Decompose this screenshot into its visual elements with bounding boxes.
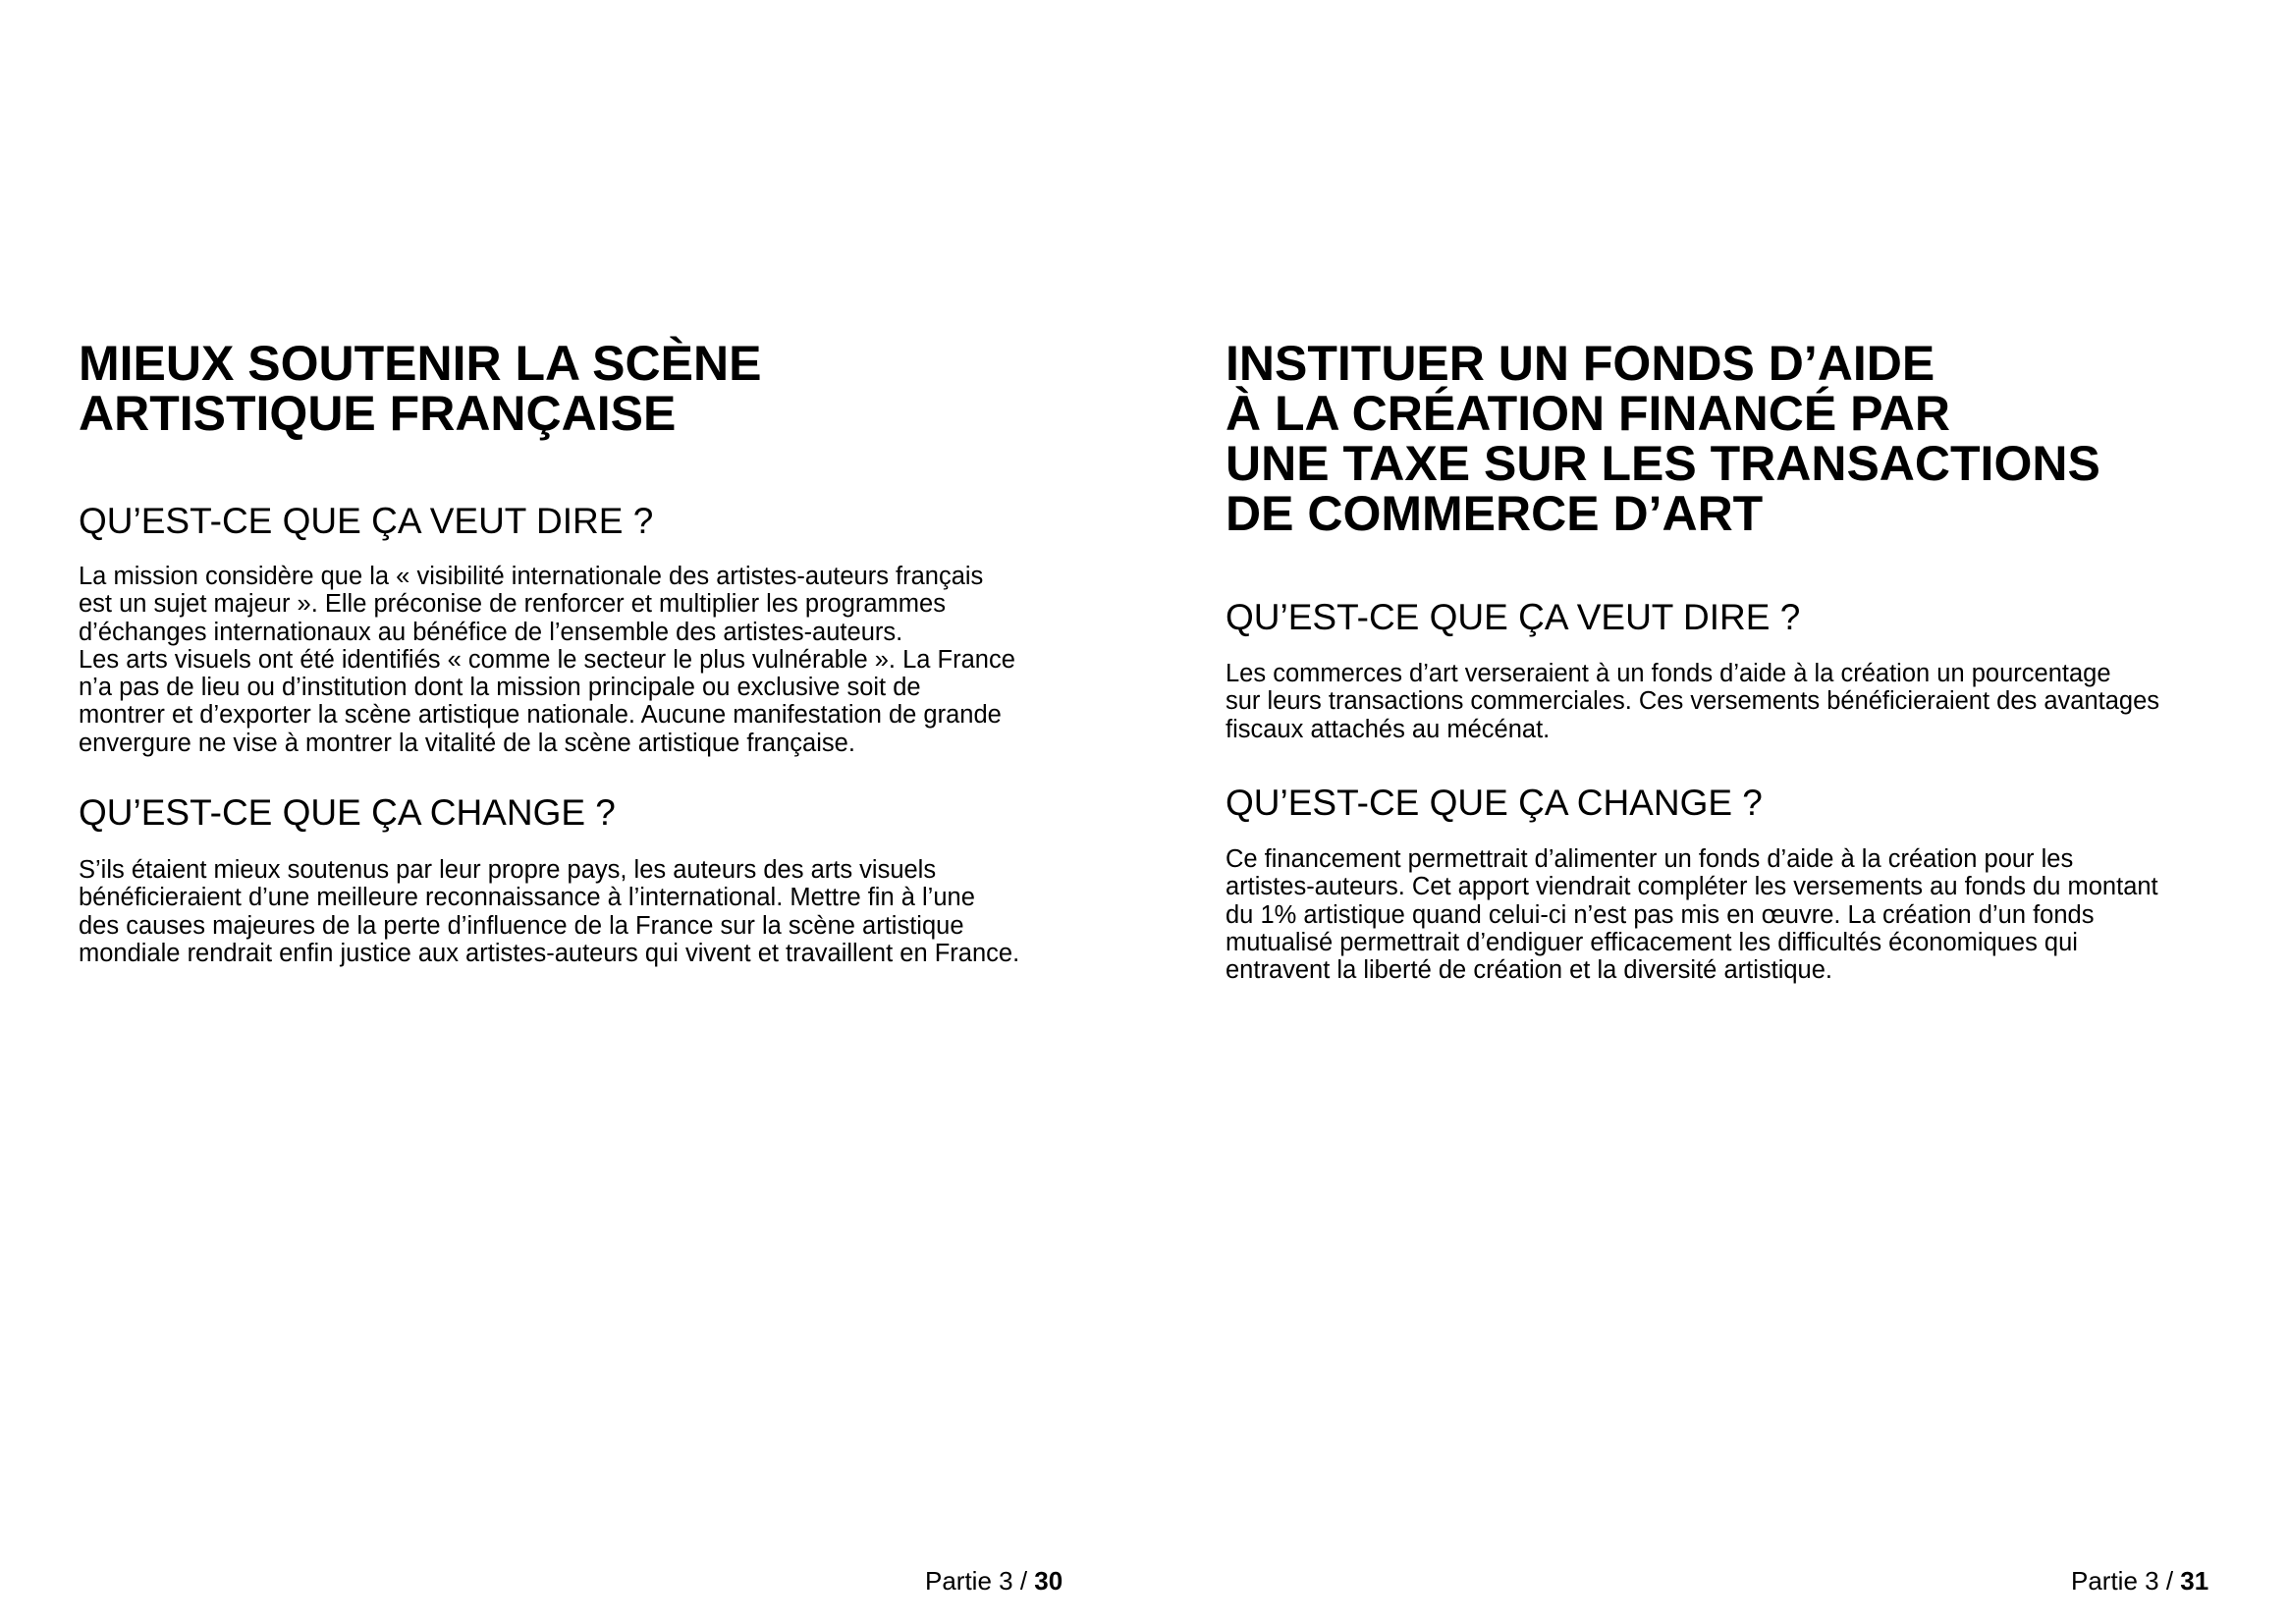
section-paragraph-meaning	[1226, 660, 2159, 743]
footer-label: Partie 3 /	[925, 1566, 1035, 1596]
footer-label: Partie 3 /	[2071, 1566, 2181, 1596]
paragraph-line: montrer et d’exporter la scène artistique nationale. Aucune manifestation de grande	[79, 701, 1002, 730]
paragraph-line: S’ils étaient mieux soutenus par leur propre pays, les auteurs des arts visuels	[79, 856, 937, 884]
page-title	[79, 336, 762, 441]
paragraph-line: n’a pas de lieu ou d’institution dont la mission principale ou exclusive soit de	[79, 674, 921, 702]
page-number-footer	[925, 1566, 1063, 1596]
paragraph-line: Les arts visuels ont été identifiés « comme le secteur le plus vulnérable ». La France	[79, 645, 1015, 674]
paragraph-line: du 1% artistique quand celui-ci n’est pas mis en œuvre. La création d’un fonds	[1226, 900, 2095, 929]
title-line: ARTISTIQUE FRANÇAISE	[79, 386, 677, 441]
page-number: 30	[1034, 1566, 1063, 1596]
page-number-footer	[2071, 1566, 2208, 1596]
section-heading-change: QU’EST-CE QUE ÇA CHANGE ?	[1226, 783, 1763, 823]
paragraph-line: mondiale rendrait enfin justice aux artistes-auteurs qui vivent et travaillent en France.	[79, 939, 1020, 967]
section-heading-meaning: QU’EST-CE QUE ÇA VEUT DIRE ?	[79, 501, 654, 541]
title-line: DE COMMERCE D’ART	[1226, 486, 1764, 541]
title-line: MIEUX SOUTENIR LA SCÈNE	[79, 336, 762, 391]
paragraph-line: sur leurs transactions commerciales. Ces versements bénéficieraient des avantages	[1226, 687, 2160, 716]
paragraph-line: La mission considère que la « visibilité internationale des artistes-auteurs français	[79, 563, 984, 590]
title-line: À LA CRÉATION FINANCÉ PAR	[1226, 386, 1950, 441]
page-title	[1226, 336, 2100, 541]
paragraph-line: d’échanges internationaux au bénéfice de l’ensemble des artistes-auteurs.	[79, 618, 903, 646]
right-page	[1144, 0, 2289, 1624]
paragraph-line: mutualisé permettrait d’endiguer efficacement les difficultés économiques qui	[1226, 928, 2078, 956]
title-line: UNE TAXE SUR LES TRANSACTIONS	[1226, 436, 2100, 491]
section-paragraph-meaning	[79, 563, 1015, 757]
page-number: 31	[2180, 1566, 2209, 1596]
paragraph-line: Ce financement permettrait d’alimenter un fonds d’aide à la création pour les	[1226, 845, 2074, 873]
paragraph-line: entravent la liberté de création et la diversité artistique.	[1226, 956, 1833, 985]
paragraph-line: artistes-auteurs. Cet apport viendrait compléter les versements au fonds du montant	[1226, 873, 2158, 901]
paragraph-line: fiscaux attachés au mécénat.	[1226, 715, 1551, 743]
paragraph-line: est un sujet majeur ». Elle préconise de renforcer et multiplier les programmes	[79, 590, 946, 619]
section-paragraph-change	[79, 856, 1019, 967]
section-paragraph-change	[1226, 845, 2158, 984]
paragraph-line: bénéficieraient d’une meilleure reconnaissance à l’international. Mettre fin à l’une	[79, 884, 975, 912]
section-heading-change: QU’EST-CE QUE ÇA CHANGE ?	[79, 792, 616, 833]
section-heading-meaning: QU’EST-CE QUE ÇA VEUT DIRE ?	[1226, 597, 1801, 637]
title-line: INSTITUER UN FONDS D’AIDE	[1226, 336, 1935, 391]
paragraph-line: des causes majeures de la perte d’influence de la France sur la scène artistique	[79, 911, 964, 940]
left-page	[0, 0, 1144, 1624]
paragraph-line: envergure ne vise à montrer la vitalité de la scène artistique française.	[79, 729, 855, 757]
paragraph-line: Les commerces d’art verseraient à un fonds d’aide à la création un pourcentage	[1226, 660, 2111, 687]
